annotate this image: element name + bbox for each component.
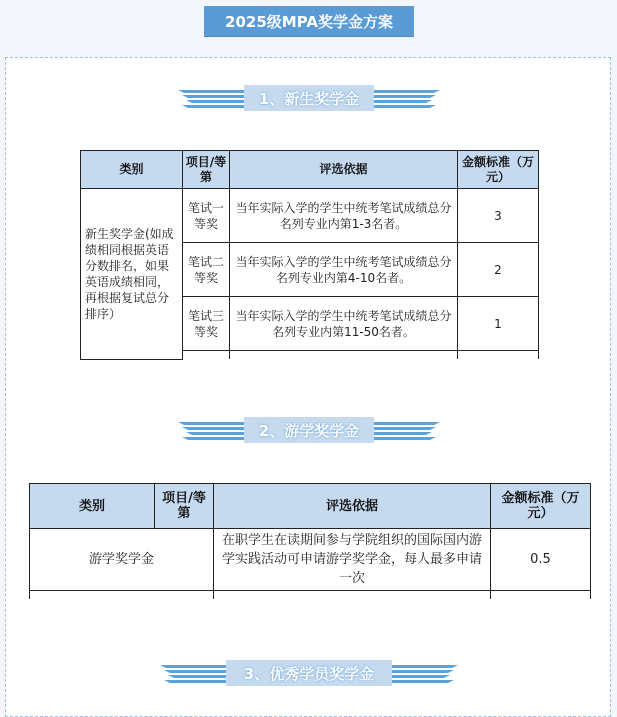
blank-cell	[230, 351, 458, 360]
amount-cell: 0.5	[491, 529, 591, 591]
blank-cell	[458, 351, 539, 360]
category-cell: 游学奖学金	[30, 529, 214, 591]
blank-cell	[30, 591, 214, 600]
right-stripes-decoration	[374, 411, 440, 451]
amount-cell: 1	[458, 297, 539, 351]
criteria-cell: 在职学生在读期间参与学院组织的国际国内游学实践活动可申请游学奖学金，每人最多申请一次	[214, 529, 491, 591]
level-cell: 笔试三等奖	[183, 297, 230, 351]
blank-cell	[214, 591, 491, 600]
amount-cell: 3	[458, 189, 539, 243]
header-criteria: 评选依据	[214, 484, 491, 529]
criteria-cell: 当年实际入学的学生中统考笔试成绩总分名列专业内第1-3名者。	[230, 189, 458, 243]
level-cell: 笔试一等奖	[183, 189, 230, 243]
left-stripes-decoration	[178, 411, 244, 451]
category-cell: 新生奖学金(如成绩相同根据英语分数排名，如果英语成绩相同，再根据复试总分排序）	[81, 189, 183, 360]
left-stripes-decoration	[178, 79, 244, 119]
section-3-title: 3、优秀学员奖学金	[226, 660, 392, 686]
section-2-title: 2、游学奖学金	[244, 417, 374, 443]
header-amount: 金额标准（万元）	[491, 484, 591, 529]
left-stripes-decoration	[160, 654, 226, 694]
header-criteria: 评选依据	[230, 151, 458, 189]
right-stripes-decoration	[392, 654, 458, 694]
criteria-cell: 当年实际入学的学生中统考笔试成绩总分名列专业内第11-50名者。	[230, 297, 458, 351]
criteria-cell: 当年实际入学的学生中统考笔试成绩总分名列专业内第4-10名者。	[230, 243, 458, 297]
freshman-scholarship-table	[80, 150, 539, 360]
section-1-title: 1、新生奖学金	[244, 85, 374, 111]
table-row	[30, 529, 591, 591]
section-3-heading	[160, 654, 458, 694]
study-tour-scholarship-table	[29, 483, 591, 599]
header-amount: 金额标准（万元）	[458, 151, 539, 189]
blank-cell	[491, 591, 591, 600]
header-level: 项目/等第	[183, 151, 230, 189]
header-level: 项目/等第	[155, 484, 214, 529]
level-cell: 笔试二等奖	[183, 243, 230, 297]
blank-cell	[183, 351, 230, 360]
section-1-heading	[178, 79, 440, 119]
section-2-heading	[178, 411, 440, 451]
right-stripes-decoration	[374, 79, 440, 119]
table-row	[81, 189, 539, 243]
header-category: 类别	[30, 484, 155, 529]
page-title: 2025级MPA奖学金方案	[204, 6, 414, 36]
amount-cell: 2	[458, 243, 539, 297]
header-category: 类别	[81, 151, 183, 189]
